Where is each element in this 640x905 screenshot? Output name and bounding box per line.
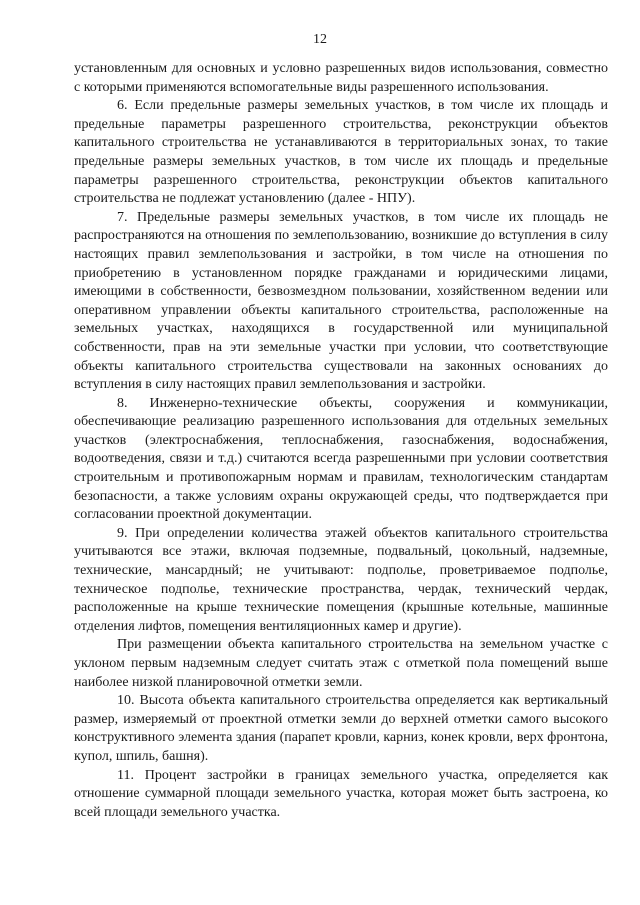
paragraph-item-8: 8. Инженерно-технические объекты, сооружения и коммуникации, обеспечивающие реализацию разрешенного использования для отдельных земельных участков (электроснабжения, теплоснабжения, газоснабжения, водоснабжения, водоотведения, связи и т.д.) считаются всегда разрешенными при условии соответствия строительным и противопожарным нормам и правилам, технологическим стандартам безопасности, а также условиям охраны окружающей среды, что подтверждается при согласовании проектной документации. (74, 395, 608, 523)
paragraph-continuation: установленным для основных и условно разрешенных видов использования, совместно с которыми применяются вспомогательные виды разрешенного использования. (74, 61, 608, 95)
document-body (74, 60, 608, 822)
paragraph-item-11: 11. Процент застройки в границах земельного участка, определяется как отношение суммарной площади земельного участка, которая может быть застроена, ко всей площади земельного участка. (74, 767, 608, 820)
paragraph-item-10: 10. Высота объекта капитального строительства определяется как вертикальный размер, измеряемый от проектной отметки земли до верхней отметки самого высокого конструктивного элемента здания (парапет кровли, карниз, конек кровли, верх фронтона, купол, шпиль, башня). (74, 693, 608, 764)
paragraph-item-9: 9. При определении количества этажей объектов капитального строительства учитываются все этажи, включая подземные, подвальный, цокольный, надземные, технические, мансардный; не учитывают: подполье, проветриваемое подполье, техническое подполье, технические пространства, чердак, технический чердак, расположенные на крыше технические помещения (крышные котельные, машинные отделения лифтов, помещения вентиляционных камер и другие). (74, 525, 608, 634)
paragraph-item-9-note: При размещении объекта капитального строительства на земельном участке с уклоном первым надземным следует считать этаж с отметкой пола помещений выше наиболее низкой планировочной отметки земли. (74, 637, 608, 690)
paragraph-item-7: 7. Предельные размеры земельных участков, в том числе их площадь не распространяются на отношения по землепользованию, возникшие до вступления в силу настоящих правил землепользования и застройки, в том числе на отношения по приобретению в установленном порядке гражданами и юридическими лицами, имеющими в собственности, безвозмездном пользовании, хозяйственном ведении или оперативном управлении объекты капитального строительства, расположенные на земельных участках, находящихся в государственной или муниципальной собственности, прав на эти земельные участки при условии, что соответствующие объекты капитального строительства существовали на законных основаниях до вступления в силу настоящих правил землепользования и застройки. (74, 209, 608, 393)
page-number: 12 (313, 32, 327, 47)
paragraph-item-6: 6. Если предельные размеры земельных участков, в том числе их площадь и предельные параметры разрешенного строительства, реконструкции объектов капитального строительства не устанавливаются в территориальных зонах, то такие предельные размеры земельных участков, в том числе их площадь и предельные параметры разрешенного строительства, реконструкции объектов капитального строительства не подлежат установлению (далее - НПУ). (74, 98, 608, 207)
